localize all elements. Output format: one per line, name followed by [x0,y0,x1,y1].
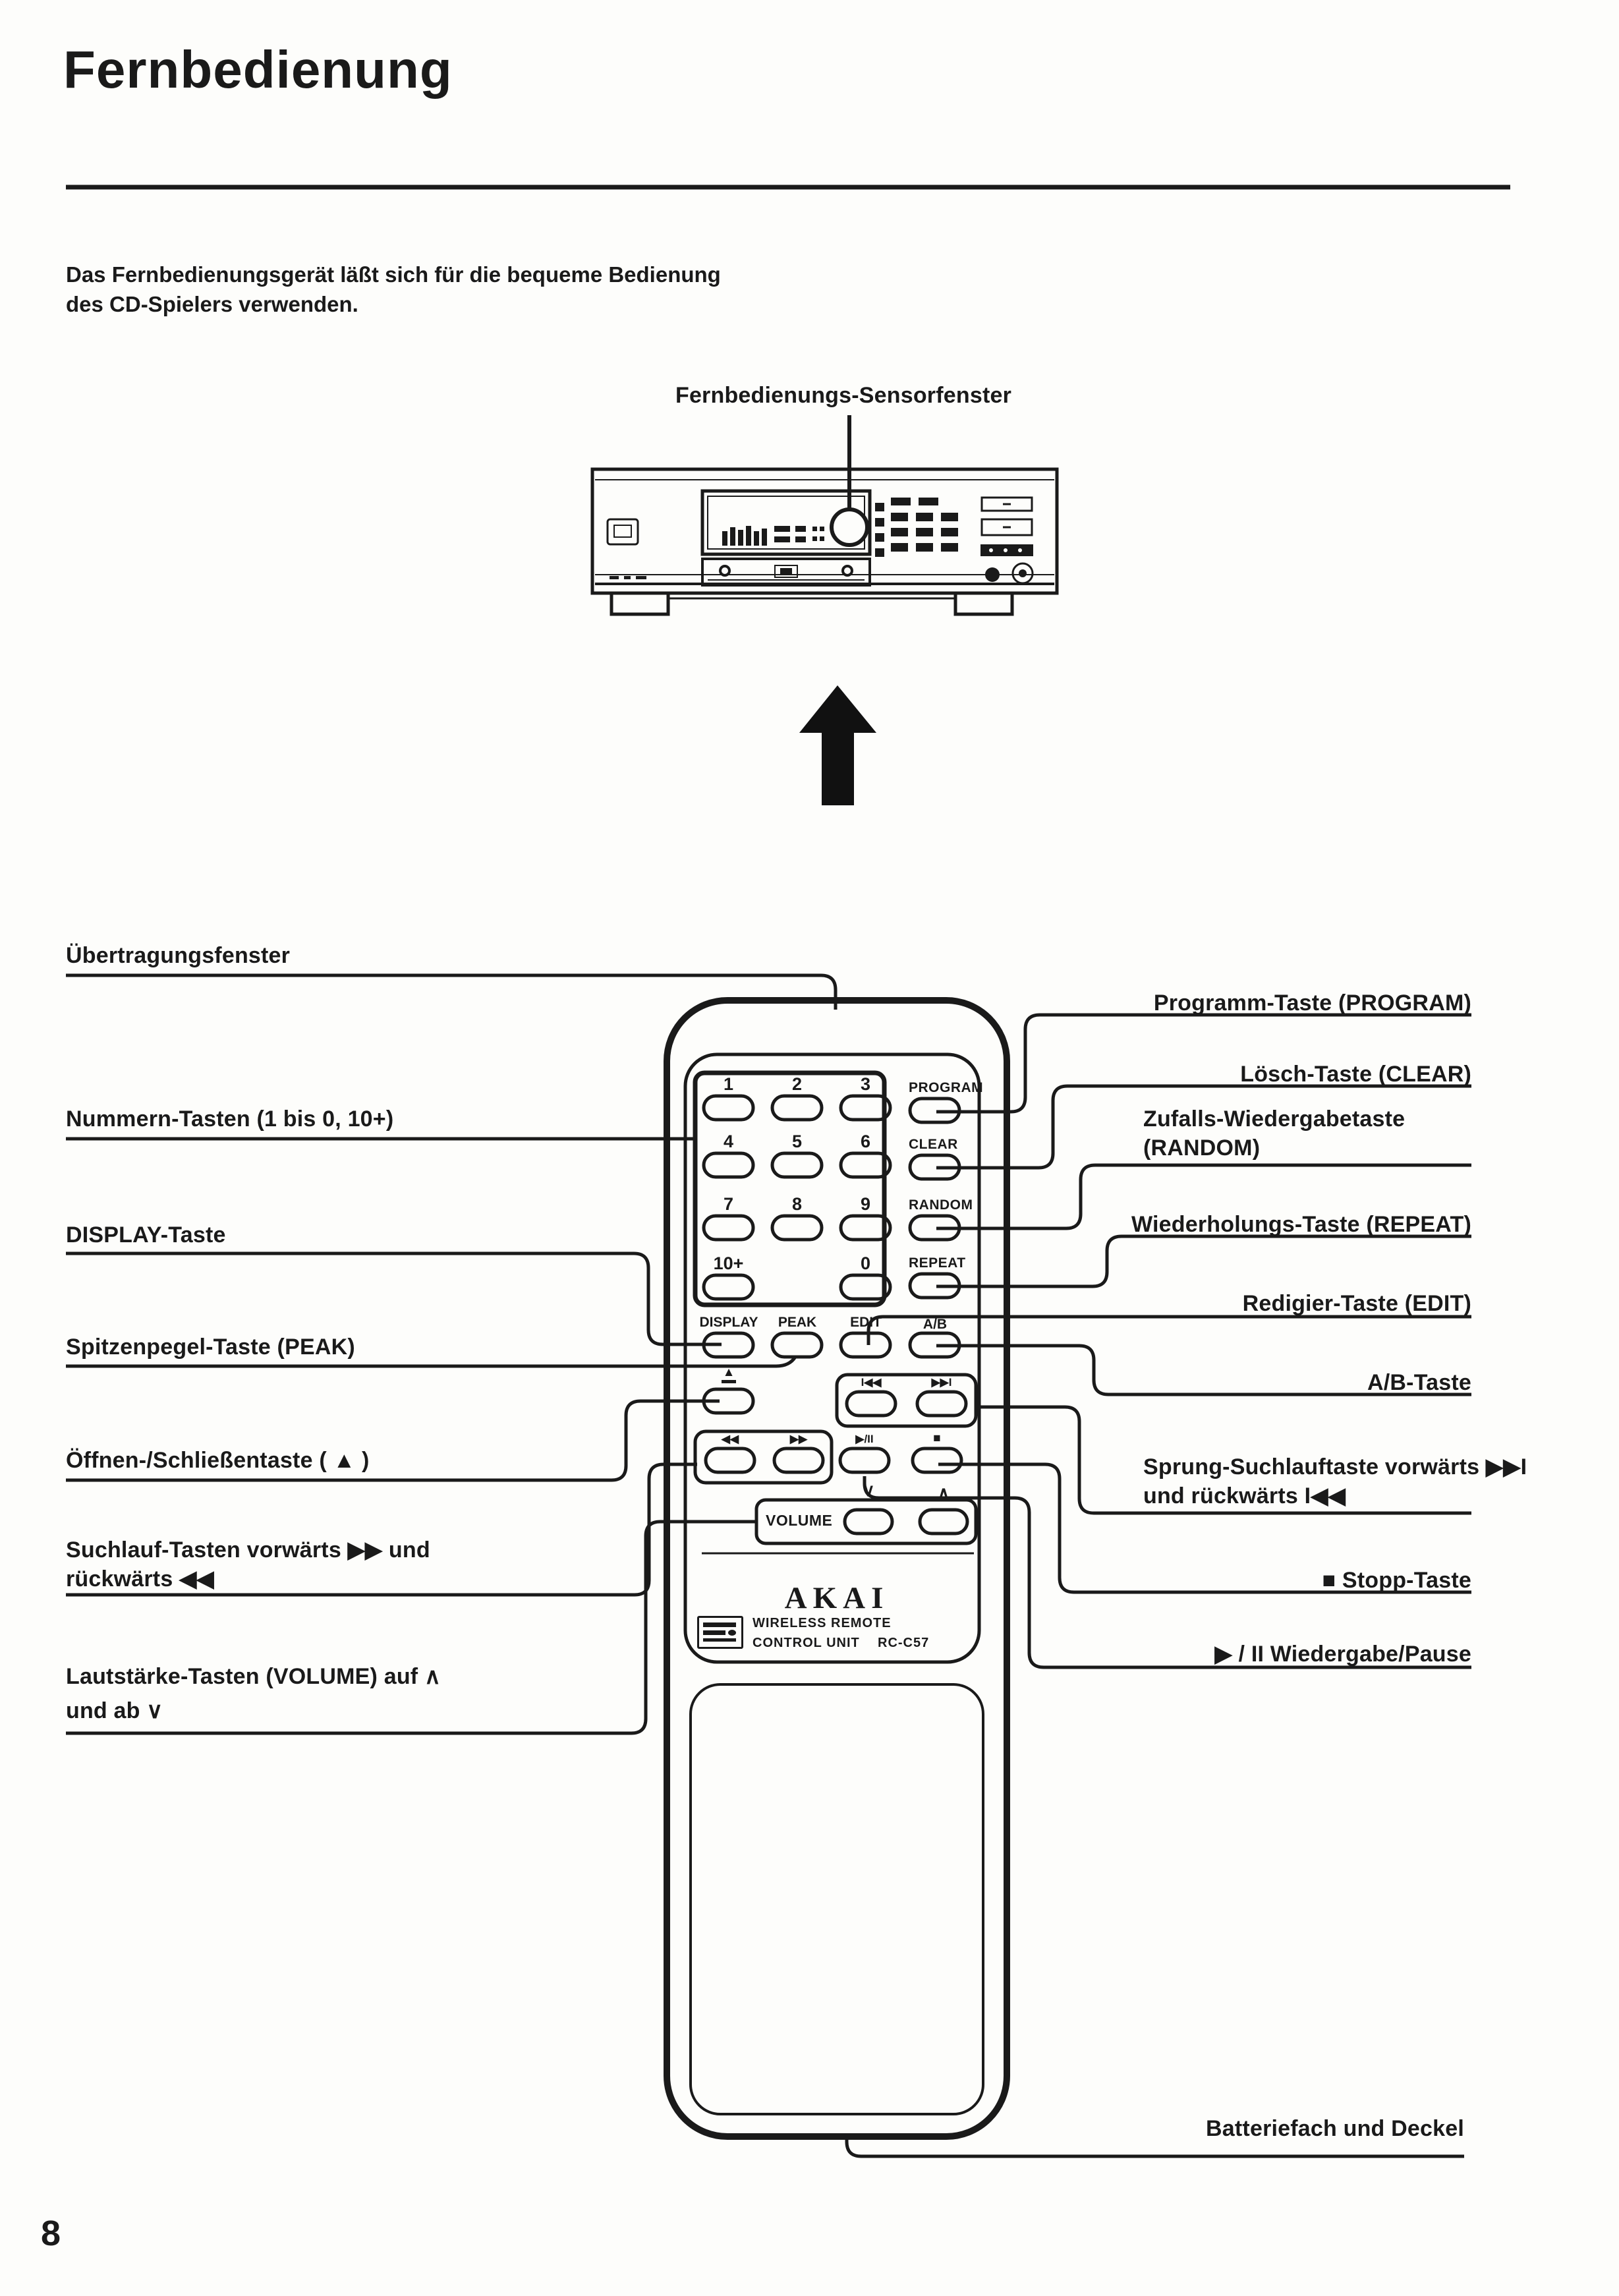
label-lautstaerke-tasten [66,1659,441,1728]
label-spitzenpegel-taste: Spitzenpegel-Taste (PEAK) [66,1335,355,1360]
label-sprung-suchlauftaste [1143,1452,1527,1510]
skip-back-icon: I◀◀ [861,1376,882,1389]
caption-key-5: 5 [791,1132,803,1151]
remote-illustration [667,1000,1007,2137]
caption-key-display: DISPLAY [699,1315,758,1330]
label-suchlauf-tasten [66,1535,430,1593]
label-suchlauf-line1: Suchlauf-Tasten vorwärts ▶▶ und [66,1537,430,1563]
remote-lower-housing [691,1684,983,2114]
eject-triangle: ▲ [722,1365,737,1383]
label-suchlauf-line2: rückwärts ◀◀ [66,1566,214,1592]
label-wiedergabe-pause: ▶ / II Wiedergabe/Pause [1214,1642,1471,1667]
caption-key-10plus: 10+ [713,1253,744,1273]
leader-uebertragungsfenster [66,975,836,1010]
caption-key-random: RANDOM [909,1197,973,1213]
intro-line-1: Das Fernbedienungsgerät läßt sich für die bequeme Bedienung [66,262,721,287]
sensor-window-label: Fernbedienungs-Sensorfenster [675,383,1012,408]
key-8 [772,1216,822,1240]
key-volume-up [920,1510,967,1534]
up-arrow [799,685,876,805]
key-search-forward [774,1449,823,1472]
caption-key-3: 3 [860,1074,871,1094]
volume-group-label: VOLUME [766,1512,833,1529]
label-nummern-tasten: Nummern-Tasten (1 bis 0, 10+) [66,1106,394,1132]
page-number: 8 [41,2214,61,2253]
caption-key-peak: PEAK [778,1315,817,1330]
key-peak [772,1333,822,1357]
caption-key-6: 6 [860,1132,871,1151]
leader-wiederholung [936,1236,1471,1286]
key-10plus [704,1275,753,1299]
cd-player-illustration [592,415,1057,614]
key-stop [913,1449,961,1472]
key-volume-down [845,1510,892,1534]
model-number: RC-C57 [878,1636,930,1650]
leader-display [66,1253,722,1344]
label-redigier-taste: Redigier-Taste (EDIT) [1242,1291,1471,1316]
page-title: Fernbedienung [63,40,453,99]
remote-body [667,1000,1007,2137]
volume-up-icon: ∧ [937,1483,950,1503]
caption-key-8: 8 [791,1194,803,1214]
label-display-taste: DISPLAY-Taste [66,1222,226,1248]
player-foot-right [955,593,1012,614]
brand-logo: AKAI [784,1581,890,1615]
label-sprung-line1: Sprung-Suchlauftaste vorwärts ▶▶I [1143,1454,1527,1479]
label-lautstaerke-line2: und ab ∨ [66,1698,163,1723]
search-back-icon: ◀◀ [721,1433,739,1445]
stop-icon: ■ [933,1431,941,1445]
label-lautstaerke-line1: Lautstärke-Tasten (VOLUME) auf ∧ [66,1664,441,1689]
brand-line-1: WIRELESS REMOTE [753,1616,892,1630]
compact-disc-logo-icon [697,1616,743,1649]
player-power-button [608,519,638,544]
key-skip-back [847,1392,895,1416]
caption-key-edit: EDIT [850,1315,882,1330]
volume-down-icon: ∨ [862,1480,875,1500]
skip-forward-icon: ▶▶I [931,1376,952,1389]
key-1 [704,1096,753,1120]
caption-key-repeat: REPEAT [909,1255,966,1271]
label-uebertragungsfenster: Übertragungsfenster [66,943,291,968]
key-7 [704,1216,753,1240]
player-phones-jack [985,567,1000,582]
label-stopp-taste: ■ Stopp-Taste [1322,1568,1471,1593]
caption-key-7: 7 [723,1194,734,1214]
label-wiederholungs-taste: Wiederholungs-Taste (REPEAT) [1131,1212,1471,1237]
brand-line-2: CONTROL UNIT [753,1636,860,1650]
caption-key-9: 9 [860,1194,871,1214]
caption-key-4: 4 [723,1132,734,1151]
play-pause-icon: ▶/II [855,1433,874,1445]
caption-key-clear: CLEAR [909,1137,958,1152]
caption-key-1: 1 [723,1074,734,1094]
caption-key-0: 0 [860,1253,871,1273]
eject-icon [716,1365,741,1383]
label-ab-taste: A/B-Taste [1367,1370,1471,1395]
key-search-back [706,1449,754,1472]
label-programm-taste: Programm-Taste (PROGRAM) [1153,990,1471,1016]
sensor-window-highlight [832,509,867,545]
player-foot-left [611,593,668,614]
key-4 [704,1153,753,1177]
caption-key-2: 2 [791,1074,803,1094]
key-2 [772,1096,822,1120]
key-edit [841,1333,890,1357]
label-loesch-taste: Lösch-Taste (CLEAR) [1240,1062,1471,1087]
label-zufalls-line2: (RANDOM) [1143,1135,1261,1161]
label-batteriefach: Batteriefach und Deckel [1206,2116,1464,2141]
display-segments [722,526,824,546]
label-oeffnen-schliessentaste: Öffnen-/Schließentaste ( ▲ ) [66,1448,370,1473]
player-button-grid [875,498,958,557]
caption-key-program: PROGRAM [909,1080,984,1095]
label-zufalls-line1: Zufalls-Wiedergabetaste [1143,1106,1406,1132]
key-skip-forward [917,1392,966,1416]
search-forward-icon: ▶▶ [789,1433,808,1445]
intro-line-2: des CD-Spielers verwenden. [66,292,358,316]
label-zufalls-wiedergabetaste [1143,1105,1405,1162]
caption-key-ab: A/B [923,1317,948,1332]
label-sprung-line2: und rückwärts I◀◀ [1143,1483,1346,1508]
key-5 [772,1153,822,1177]
key-play-pause [840,1449,889,1472]
